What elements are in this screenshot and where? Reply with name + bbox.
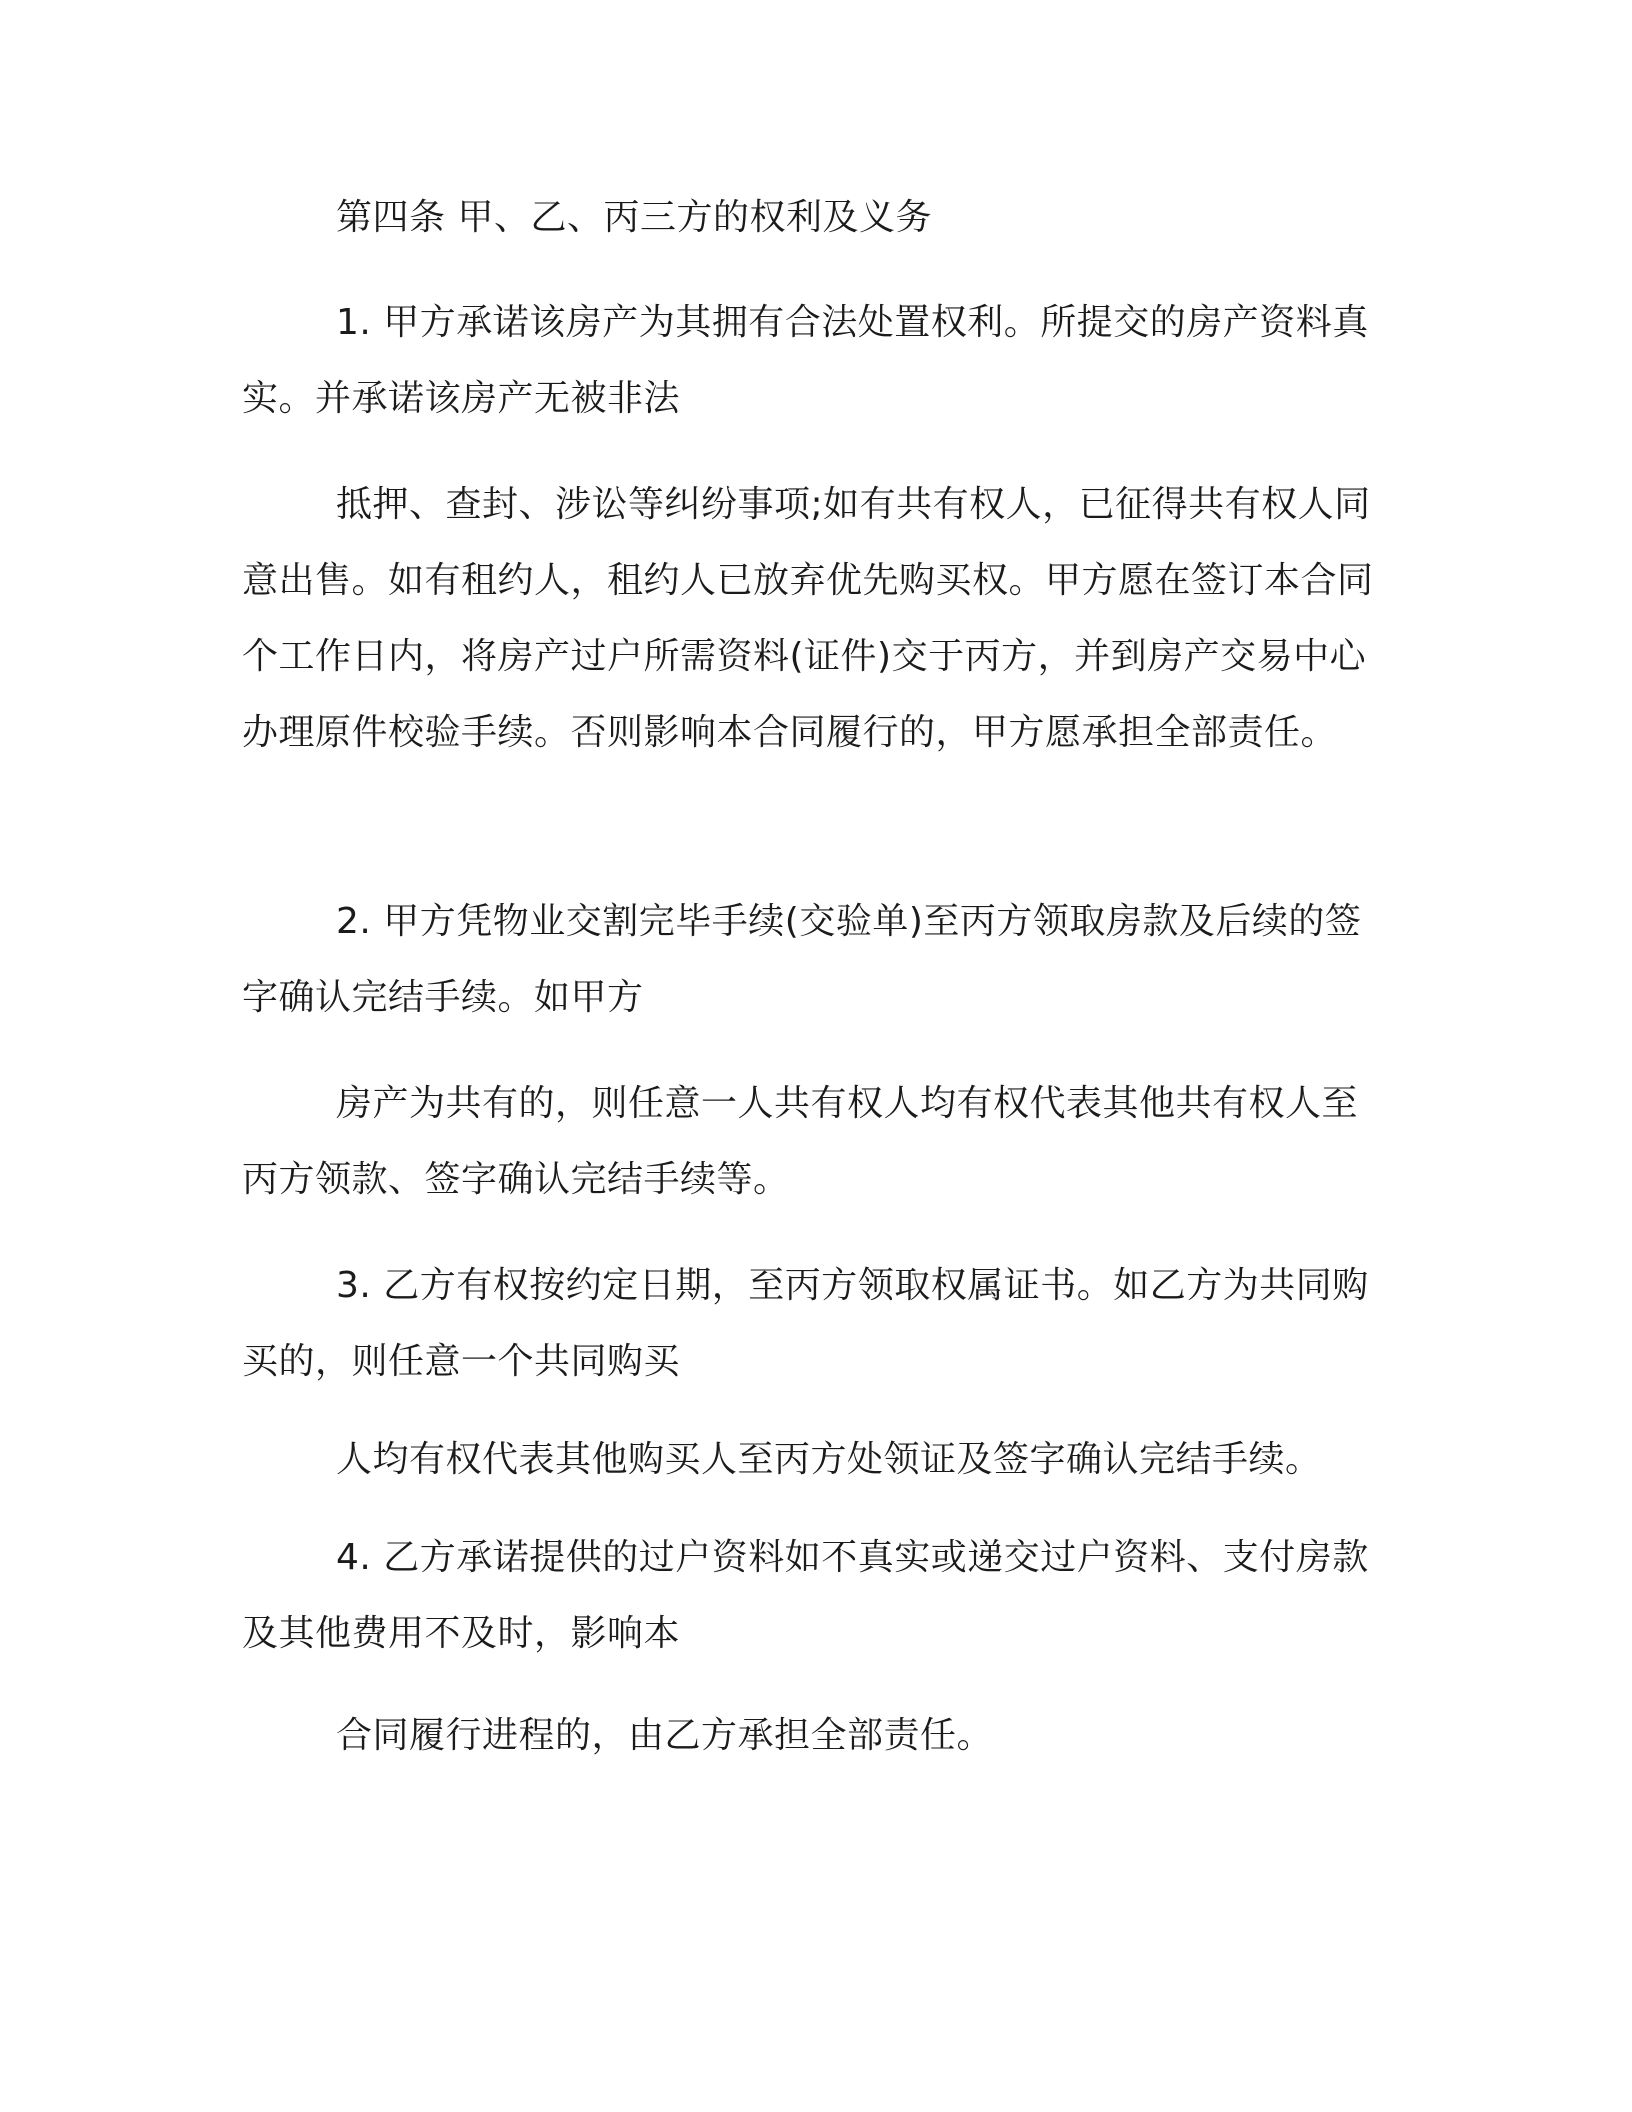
- paragraph-clause-4-part-1: 4. 乙方承诺提供的过户资料如不真实或递交过户资料、支付房款及其他费用不及时，影响本: [242, 1537, 1369, 1654]
- paragraph-clause-3-part-1: 3. 乙方有权按约定日期，至丙方领取权属证书。如乙方为共同购买的，则任意一个共同购买: [242, 1265, 1369, 1382]
- paragraph-clause-2-part-2: 房产为共有的，则任意一人共有权人均有权代表其他共有权人至丙方领款、签字确认完结手续等。: [242, 1083, 1359, 1200]
- paragraph-clause-2-part-1: 2. 甲方凭物业交割完毕手续(交验单)至丙方领取房款及后续的签字确认完结手续。如甲方: [242, 901, 1362, 1018]
- section-heading: 第四条 甲、乙、丙三方的权利及义务: [336, 197, 932, 238]
- paragraph-clause-3-part-2: 人均有权代表其他购买人至丙方处领证及签字确认完结手续。: [336, 1439, 1322, 1480]
- paragraph-clause-1-part-2: 抵押、查封、涉讼等纠纷事项;如有共有权人，已征得共有权人同意出售。如有租约人，租约人已放弃优先购买权。甲方愿在签订本合同 个工作日内，将房产过户所需资料(证件)交于丙方，并到房产交易中心办理原件校验手续。否则影响本合同履行的，甲方愿承担全部责任。: [242, 484, 1374, 753]
- paragraph-clause-1-part-1: 1. 甲方承诺该房产为其拥有合法处置权利。所提交的房产资料真实。并承诺该房产无被非法: [242, 302, 1369, 419]
- paragraph-clause-4-part-2: 合同履行进程的，由乙方承担全部责任。: [336, 1715, 994, 1756]
